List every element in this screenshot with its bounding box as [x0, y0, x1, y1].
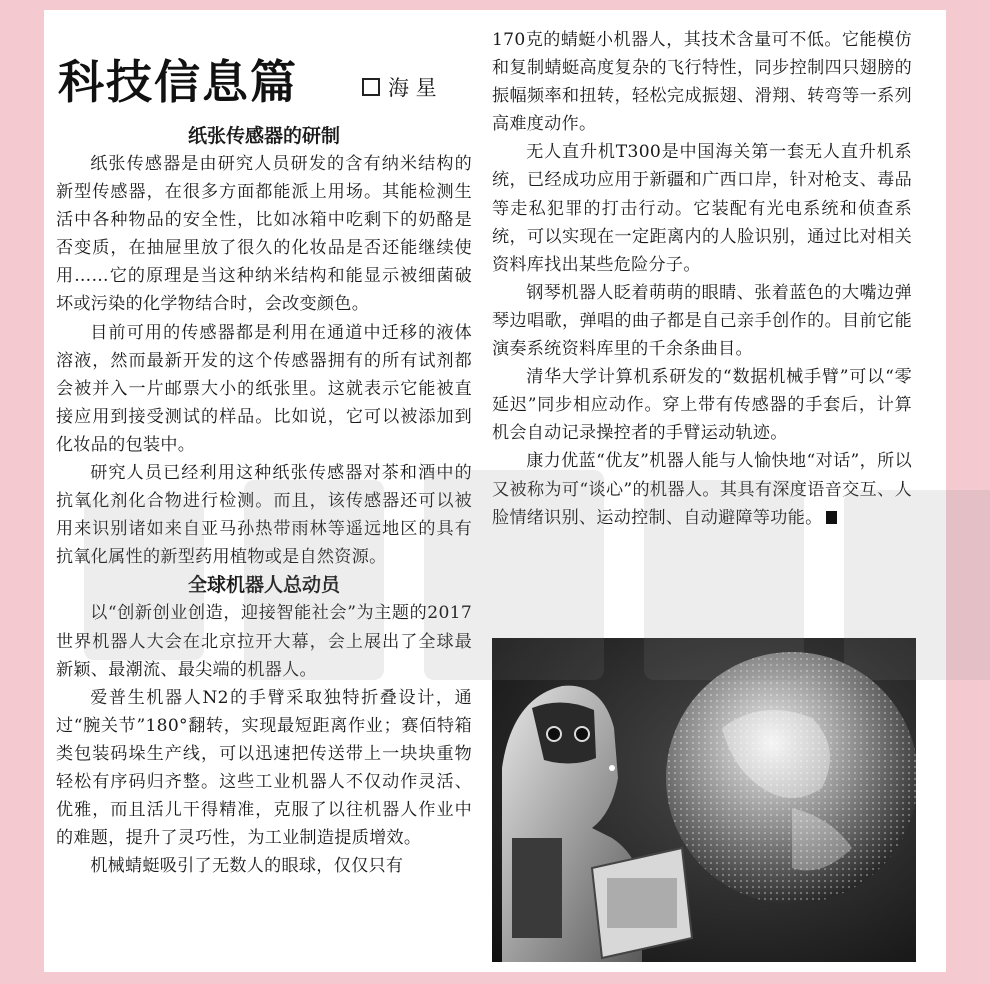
- paragraph: 以“创新创业创造，迎接智能社会”为主题的2017世界机器人大会在北京拉开大幕，会上展出了全球最新颖、最潮流、最尖端的机器人。: [56, 603, 472, 680]
- paragraph-continuation: 170克的蜻蜓小机器人，其技术含量可不低。它能模仿和复制蜻蜓高度复杂的飞行特性，同步控制四只翅膀的振幅频率和扭转，轻松完成振翅、滑翔、转弯等一系列高难度动作。: [492, 30, 912, 135]
- header-banner: [44, 42, 484, 112]
- paragraph: 研究人员已经利用这种纸张传感器对茶和酒中的抗氧化剂化合物进行检测。而且，该传感器还可以被用来识别诸如来自亚马孙热带雨林等遥远地区的具有抗氧化属性的新型药用植物或是自然资源。: [56, 463, 472, 568]
- robot-globe-photo: [492, 638, 916, 962]
- paragraph: 纸张传感器是由研究人员研发的含有纳米结构的新型传感器，在很多方面都能派上用场。其能检测生活中各种物品的安全性，比如冰箱中吃剩下的奶酪是否变质，在抽屉里放了很久的化妆品是否还能继续使用……它的原理是当这种纳米结构和能显示被细菌破坏或污染的化学物结合时，会改变颜色。: [56, 154, 472, 315]
- column-title: 科技信息篇: [58, 55, 298, 109]
- section-title-paper-sensor: 纸张传感器的研制: [187, 125, 340, 147]
- left-column: [56, 122, 472, 880]
- paragraph: 无人直升机T300是中国海关第一套无人直升机系统，已经成功应用于新疆和广西口岸，针对枪支、毒品等走私犯罪的打击行动。它装配有光电系统和侦查系统，可以实现在一定距离内的人脸识别，通过比对相关资料库找出某些危险分子。: [492, 142, 912, 275]
- section-title-robots: 全球机器人总动员: [187, 574, 340, 597]
- square-box-icon: [362, 78, 380, 96]
- paragraph: 爱普生机器人N2的手臂采取独特折叠设计，通过“腕关节”180°翻转，实现最短距离作业；赛佰特箱类包装码垛生产线，可以迅速把传送带上一块块重物轻松有序码归齐整。这些工业机器人不仅动作灵活、优雅，而且活儿干得精准，克服了以往机器人作业中的难题，提升了灵巧性，为工业制造提质增效。: [56, 687, 472, 849]
- paragraph-text: 康力优蓝“优友”机器人能与人愉快地“对话”，所以又被称为可“谈心”的机器人。其具有深度语音交互、人脸情绪识别、运动控制、自动避障等功能。: [492, 451, 912, 528]
- square-end-mark-icon: [826, 511, 837, 524]
- robot-globe-illustration: [492, 638, 916, 962]
- author-line: [362, 72, 437, 102]
- author-name: 海 星: [388, 76, 437, 100]
- paragraph: 目前可用的传感器都是利用在通道中迁移的液体溶液，然而最新开发的这个传感器拥有的所有试剂都会被并入一片邮票大小的纸张里。这就表示它能被直接应用到接受测试的样品。比如说，它可以被添加到化妆品的包装中。: [56, 322, 472, 455]
- paragraph: 清华大学计算机系研发的“数据机械手臂”可以“零延迟”同步相应动作。穿上带有传感器的手套后，计算机会自动记录操控者的手臂运动轨迹。: [492, 367, 912, 444]
- paragraph: 钢琴机器人眨着萌萌的眼睛、张着蓝色的大嘴边弹琴边唱歌，弹唱的曲子都是自己亲手创作的。目前它能演奏系统资料库里的千余条曲目。: [492, 282, 912, 360]
- paragraph-last: [492, 447, 912, 531]
- paragraph: 机械蜻蜓吸引了无数人的眼球，仅仅只有: [90, 856, 404, 877]
- article-page: [44, 10, 946, 972]
- right-column: [492, 26, 912, 532]
